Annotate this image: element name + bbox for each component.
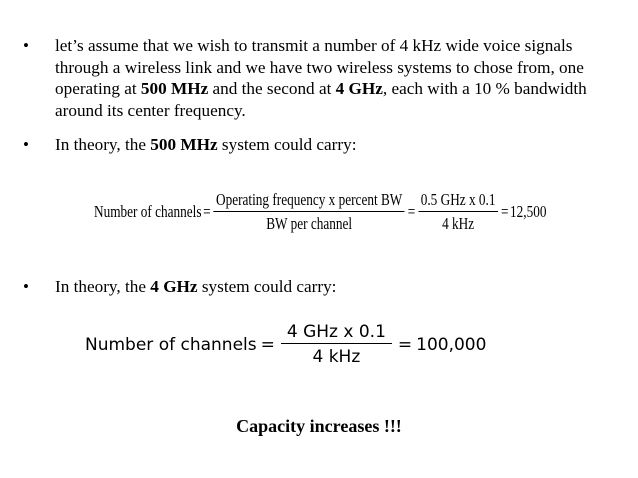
bullet-text-2 [55,134,623,156]
equation-500mhz [94,190,546,234]
equals-sign: = [407,202,416,221]
bullet-text-3 [55,276,623,298]
equals-sign: = [260,334,275,355]
bullet-marker-3: • [23,277,29,296]
fraction-numerator: 4 GHz x 0.1 [281,322,392,344]
equation-result: 100,000 [416,334,487,355]
text-segment: In theory, the [55,277,151,296]
fraction-denominator: 4 kHz [312,347,361,367]
bold-text: 500 MHz [150,135,218,154]
text-segment: In theory, the [55,135,151,154]
equation-result: 12,500 [509,202,547,221]
text-segment: and the second at [208,79,336,98]
fraction-numerator: 0.5 GHz x 0.1 [418,190,497,212]
equation-lhs: Number of channels [94,202,202,221]
equals-sign: = [203,202,211,221]
bullet-marker-1: • [23,36,29,55]
text-segment: let’s assume that we wish to transmit a number of 4 kHz wide voice signals through a wireless link and we have two wireless systems to chose from, one operating at [55,36,584,98]
bold-text: 4 GHz [335,79,383,98]
text-segment: , each with a 10 % bandwidth around its center frequency. [55,79,587,120]
equals-sign: = [397,334,413,355]
fraction-numerator: Operating frequency x percent BW [214,190,405,212]
equation-4ghz [85,322,486,367]
bold-text: 4 GHz [150,277,198,296]
fraction-general [214,190,405,234]
text-segment: system could carry: [217,135,357,154]
conclusion-text: Capacity increases !!! [236,416,402,436]
fraction [281,322,392,367]
fraction-numeric [418,190,497,234]
equals-sign: = [500,202,509,221]
text-segment: system could carry: [197,277,337,296]
fraction-denominator: 4 kHz [442,214,475,233]
bold-text: 500 MHz [140,79,209,98]
fraction-denominator: BW per channel [266,214,353,233]
bullet-marker-2: • [23,135,29,154]
equation-lhs: Number of channels [85,334,257,355]
bullet-text-1 [55,35,623,121]
